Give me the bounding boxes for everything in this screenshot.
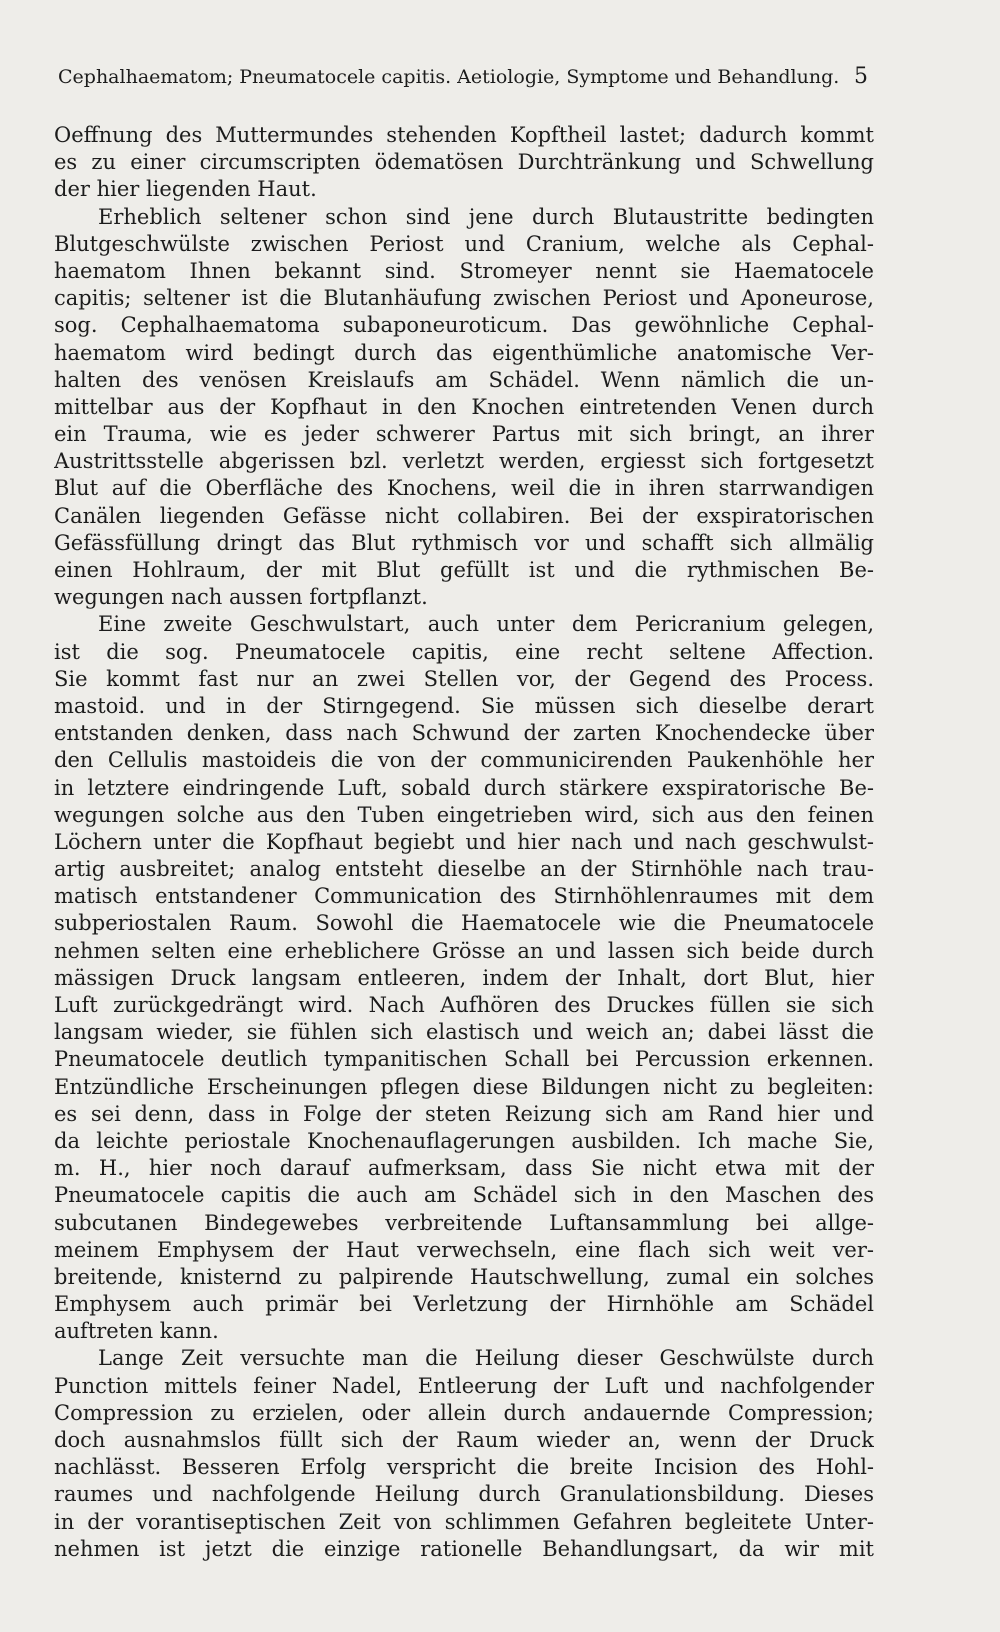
- running-header: [58, 62, 868, 92]
- page-number: 5: [854, 64, 868, 89]
- text-line: nehmen ist jetzt die einzige rationelle Behandlungsart, da wir mit: [54, 1536, 874, 1561]
- text-line: in der vorantiseptischen Zeit von schlimmen Gefahren begleitete Unter-: [54, 1509, 874, 1534]
- text-line: Canälen liegenden Gefässe nicht collabiren. Bei der exspiratorischen: [54, 503, 874, 528]
- text-line: Pneumatocele deutlich tympanitischen Schall bei Percussion erkennen.: [54, 1047, 874, 1072]
- text-line: doch ausnahmslos füllt sich der Raum wieder an, wenn der Druck: [54, 1428, 874, 1452]
- text-line: Löchern unter die Kopfhaut begiebt und hier nach und nach geschwulst-: [54, 829, 874, 854]
- running-title: Cephalhaematom; Pneumatocele capitis. Aetiologie, Symptome und Behandlung.: [58, 66, 840, 88]
- text-line: Luft zurückgedrängt wird. Nach Aufhören des Druckes füllen sie sich: [54, 993, 874, 1017]
- text-line: Emphysem auch primär bei Verletzung der Hirnhöhle am Schädel: [54, 1292, 874, 1317]
- text-line: ein Trauma, wie es jeder schwerer Partus mit sich bringt, an ihrer: [54, 422, 874, 447]
- body-text: [54, 122, 874, 1563]
- text-line: entstanden denken, dass nach Schwund der zarten Knochendecke über: [54, 721, 874, 746]
- text-line: Sie kommt fast nur an zwei Stellen vor, der Gegend des Process.: [54, 666, 874, 691]
- text-line: Entzündliche Erscheinungen pflegen diese Bildungen nicht zu begleiten:: [54, 1074, 874, 1099]
- text-line: da leichte periostale Knochenauflagerungen ausbilden. Ich mache Sie,: [54, 1128, 874, 1153]
- text-line: subcutanen Bindegewebes verbreitende Luftansammlung bei allge-: [54, 1210, 874, 1235]
- text-line: einen Hohlraum, der mit Blut gefüllt ist und die rythmischen Be-: [54, 558, 874, 582]
- text-line: Austrittsstelle abgerissen bzl. verletzt werden, ergiesst sich fortgesetzt: [54, 449, 874, 474]
- text-line: Oeffnung des Muttermundes stehenden Kopftheil lastet; dadurch kommt: [54, 123, 874, 147]
- text-line: mastoid. und in der Stirngegend. Sie müssen sich dieselbe derart: [54, 693, 874, 718]
- text-line: haematom wird bedingt durch das eigenthümliche anatomische Ver-: [54, 340, 874, 365]
- text-line: nehmen selten eine erheblichere Grösse an und lassen sich beide durch: [54, 938, 874, 963]
- text-line: nachlässt. Besseren Erfolg verspricht die breite Incision des Hohl-: [54, 1455, 874, 1480]
- text-line: langsam wieder, sie fühlen sich elastisch und weich an; dabei lässt die: [54, 1020, 874, 1045]
- text-line: subperiostalen Raum. Sowohl die Haematocele wie die Pneumatocele: [54, 911, 874, 936]
- text-line: Pneumatocele capitis die auch am Schädel sich in den Maschen des: [54, 1183, 874, 1208]
- text-line: wegungen solche aus den Tuben eingetrieben wird, sich aus den feinen: [54, 802, 874, 827]
- text-line: es sei denn, dass in Folge der steten Reizung sich am Rand hier und: [54, 1101, 874, 1126]
- text-line: Punction mittels feiner Nadel, Entleerung der Luft und nachfolgender: [54, 1373, 874, 1398]
- text-line: capitis; seltener ist die Blutanhäufung zwischen Periost und Aponeurose,: [54, 286, 874, 311]
- text-line: mittelbar aus der Kopfhaut in den Knochen eintretenden Venen durch: [54, 394, 874, 419]
- text-line: den Cellulis mastoideis die von der communicirenden Paukenhöhle her: [54, 748, 874, 773]
- text-line: Compression zu erzielen, oder allein durch andauernde Compression;: [54, 1400, 874, 1425]
- text-line: mässigen Druck langsam entleeren, indem der Inhalt, dort Blut, hier: [54, 965, 874, 990]
- text-line: ist die sog. Pneumatocele capitis, eine recht seltene Affection.: [54, 639, 874, 664]
- text-line: Erheblich seltener schon sind jene durch Blutaustritte bedingten: [98, 204, 874, 229]
- text-line: wegungen nach aussen fortpflanzt.: [54, 585, 428, 610]
- text-line: der hier liegenden Haut.: [54, 177, 317, 202]
- text-line: Eine zweite Geschwulstart, auch unter dem Pericranium gelegen,: [98, 612, 874, 637]
- text-line: Blutgeschwülste zwischen Periost und Cranium, welche als Cephal-: [54, 231, 874, 256]
- text-line: haematom Ihnen bekannt sind. Stromeyer nennt sie Haematocele: [54, 258, 874, 283]
- text-line: halten des venösen Kreislaufs am Schädel. Wenn nämlich die un-: [54, 367, 874, 392]
- text-line: meinem Emphysem der Haut verwechseln, eine flach sich weit ver-: [54, 1237, 874, 1262]
- text-line: es zu einer circumscripten ödematösen Durchtränkung und Schwellung: [54, 150, 874, 175]
- text-line: breitende, knisternd zu palpirende Hautschwellung, zumal ein solches: [54, 1264, 874, 1289]
- text-line: sog. Cephalhaematoma subaponeuroticum. Das gewöhnliche Cephal-: [54, 313, 874, 338]
- text-line: auftreten kann.: [54, 1319, 219, 1344]
- text-line: Blut auf die Oberfläche des Knochens, weil die in ihren starrwandigen: [54, 476, 874, 501]
- text-line: Lange Zeit versuchte man die Heilung dieser Geschwülste durch: [98, 1346, 874, 1371]
- text-line: Gefässfüllung dringt das Blut rythmisch vor und schafft sich allmälig: [54, 530, 874, 555]
- text-line: raumes und nachfolgende Heilung durch Granulationsbildung. Dieses: [54, 1482, 874, 1507]
- text-line: matisch entstandener Communication des Stirnhöhlenraumes mit dem: [54, 884, 874, 909]
- text-line: artig ausbreitet; analog entsteht dieselbe an der Stirnhöhle nach trau-: [54, 857, 874, 882]
- text-line: m. H., hier noch darauf aufmerksam, dass Sie nicht etwa mit der: [54, 1156, 874, 1181]
- text-line: in letztere eindringende Luft, sobald durch stärkere exspiratorische Be-: [54, 775, 874, 800]
